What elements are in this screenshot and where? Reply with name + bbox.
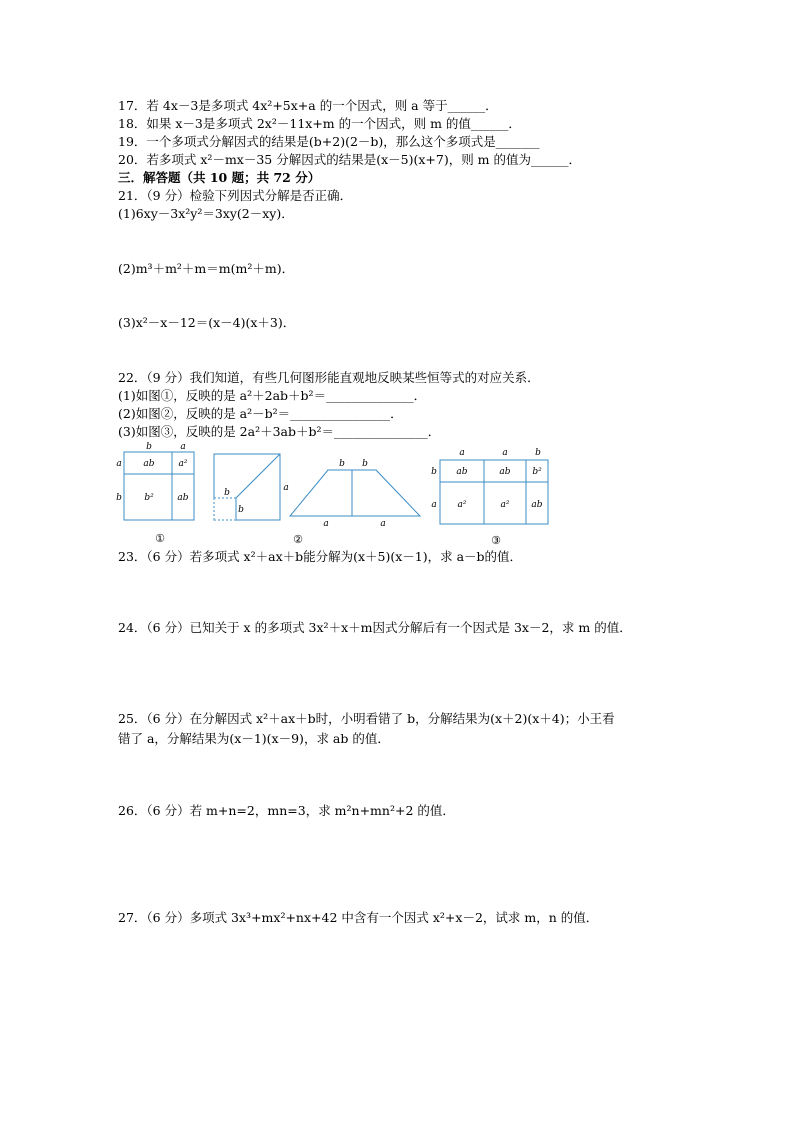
line-q21-2: (2)m³＋m²＋m＝m(m²＋m)． <box>118 261 295 276</box>
figure-1 <box>116 442 200 546</box>
line-q22-2: (2)如图②，反映的是 a²－b²＝________________． <box>118 406 403 421</box>
fig1-top-a: a <box>180 442 186 452</box>
fig3-bottom-a-1: a <box>323 519 329 529</box>
fig4-left-b: b <box>431 467 437 477</box>
line-q21: 21．（9 分）检验下列因式分解是否正确． <box>118 188 353 203</box>
line-q18: 18．如果 x－3是多项式 2x²－11x+m 的一个因式，则 m 的值______． <box>118 116 521 131</box>
fig4-cell-b2: b² <box>532 467 542 477</box>
fig4-top-b: b <box>535 448 541 458</box>
fig4-cell-ab-1: ab <box>456 467 468 477</box>
line-q22: 22．（9 分）我们知道，有些几何图形能直观地反映某些恒等式的对应关系． <box>118 370 540 385</box>
figure-3 <box>286 458 426 546</box>
fig3-bottom-a-2: a <box>380 519 386 529</box>
line-q24: 24．（6 分）已知关于 x 的多项式 3x²＋x＋m因式分解后有一个因式是 3x－2，求 m 的值． <box>118 620 632 635</box>
fig4-cell-ab-3: ab <box>531 500 543 510</box>
figure-2 <box>208 446 292 546</box>
fig1-left-b: b <box>116 493 122 503</box>
line-q26: 26．（6 分）若 m+n=2，mn=3，求 m²n+mn²+2 的值． <box>118 803 455 818</box>
fig1-cell-a2: a² <box>178 459 188 469</box>
section-heading: 三．解答题（共 10 题；共 72 分） <box>118 170 321 185</box>
fig4-top-a-2: a <box>502 448 508 458</box>
line-q21-1: (1)6xy－3x²y²＝3xy(2－xy)． <box>118 206 294 221</box>
fig3-top-b-2: b <box>362 459 368 469</box>
fig1-label: ① <box>155 532 165 545</box>
line-q22-1: (1)如图①，反映的是 a²＋2ab＋b²＝______________． <box>118 388 427 403</box>
line-q25-a: 25．（6 分）在分解因式 x²＋ax＋b时，小明看错了 b，分解结果为(x＋2)(x＋4)；小王看 <box>118 711 615 726</box>
fig1-left-a: a <box>116 459 122 469</box>
line-q23: 23．（6 分）若多项式 x²＋ax＋b能分解为(x＋5)(x－1)，求 a－b的值． <box>118 549 523 564</box>
figure-4 <box>426 444 556 548</box>
fig1-cell-b2: b² <box>144 493 154 503</box>
fig1-cell-ab-1: ab <box>143 459 155 469</box>
line-q21-3: (3)x²－x－12＝(x－4)(x＋3)． <box>118 315 296 330</box>
fig4-label: ③ <box>491 534 501 547</box>
line-q27: 27．（6 分）多项式 3x³+mx²+nx+42 中含有一个因式 x²+x－2，试求 m，n 的值． <box>118 910 599 925</box>
line-q20: 20．若多项式 x²－mx－35 分解因式的结果是(x－5)(x+7)，则 m 的值为______． <box>118 152 582 167</box>
fig2-a: a <box>283 483 289 493</box>
fig2-b-2: b <box>238 505 244 515</box>
fig2-b-1: b <box>224 488 230 498</box>
fig4-cell-a2-1: a² <box>457 500 467 510</box>
line-q22-3: (3)如图③，反映的是 2a²＋3ab＋b²＝_______________． <box>118 424 441 439</box>
fig4-left-a: a <box>431 500 437 510</box>
fig4-cell-a2-2: a² <box>500 500 510 510</box>
line-q25-b: 错了 a，分解结果为(x－1)(x－9)，求 ab 的值． <box>118 731 390 746</box>
fig1-top-b: b <box>146 442 152 452</box>
fig3-label: ② <box>293 533 303 546</box>
fig4-cell-ab-2: ab <box>499 467 511 477</box>
line-q19: 19．一个多项式分解因式的结果是(b+2)(2－b)，那么这个多项式是_______ <box>118 134 540 149</box>
line-q17: 17．若 4x－3是多项式 4x²+5x+a 的一个因式，则 a 等于______． <box>118 98 498 113</box>
fig3-top-b-1: b <box>339 459 345 469</box>
fig4-top-a-1: a <box>459 448 465 458</box>
fig1-cell-ab-2: ab <box>177 493 189 503</box>
